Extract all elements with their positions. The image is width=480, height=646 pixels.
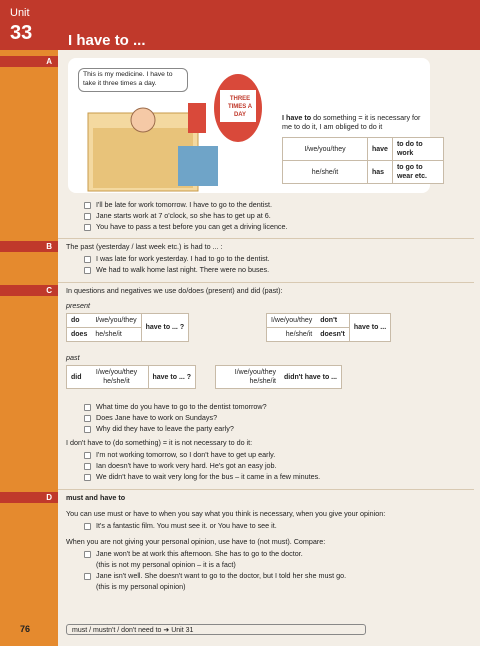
negative-intro: I don't have to (do something) = it is not necessary to do it: <box>66 438 253 447</box>
list-item: Jane starts work at 7 o'clock, so she has to get up at 6. <box>84 211 271 220</box>
table-row <box>283 138 444 161</box>
present-question-table: do I/we/you/they have to ... ? does he/she/it <box>66 313 189 342</box>
checkbox-icon <box>84 213 91 220</box>
table-row <box>283 161 444 184</box>
section-c-intro: In questions and negatives we use do/does (present) and did (past): <box>66 286 283 295</box>
checkbox-icon <box>84 452 91 459</box>
section-a-tab: A <box>0 56 58 67</box>
present-label: present <box>66 301 90 310</box>
verb-cell: have <box>368 138 393 161</box>
sidebar <box>0 0 58 646</box>
page-number: 76 <box>20 624 31 634</box>
list-item-note: (this is not my personal opinion – it is a fact) <box>96 560 236 569</box>
have-to-table <box>282 137 444 184</box>
unit-number: 33 <box>10 22 33 44</box>
list-item: I'll be late for work tomorrow. I have to go to the dentist. <box>84 200 272 209</box>
definition <box>282 113 432 132</box>
unit-label: Unit <box>10 7 30 19</box>
verb-cell: has <box>368 161 393 184</box>
list-item: I was late for work yesterday. I had to go to the dentist. <box>84 254 270 263</box>
definition-bold: I have to <box>282 113 312 122</box>
list-item: I'm not working tomorrow, so I don't have to get up early. <box>84 450 275 459</box>
list-item-note: (this is my personal opinion) <box>96 582 186 591</box>
past-question-table: did I/we/you/they he/she/it have to ... ? <box>66 365 196 389</box>
object-cell: to go to wear etc. <box>392 161 443 184</box>
list-item: What time do you have to go to the dentist tomorrow? <box>84 402 267 411</box>
bottle-label: THREE TIMES A DAY <box>227 96 253 118</box>
past-label: past <box>66 353 80 362</box>
checkbox-icon <box>84 224 91 231</box>
past-negative-table: I/we/you/they he/she/it didn't have to ... <box>215 365 342 389</box>
section-c-tab: C <box>0 285 58 296</box>
section-d-tab: D <box>0 492 58 503</box>
speech-bubble: This is my medicine. I have to take it three times a day. <box>78 68 188 92</box>
checkbox-icon <box>84 267 91 274</box>
list-item: Why did they have to leave the party early? <box>84 424 234 433</box>
definition-text: do something = it is necessary for me to do it, I am obliged to do it <box>282 113 421 132</box>
page-title: I have to ... <box>68 32 146 49</box>
present-negative-table: I/we/you/they don't have to ... he/she/it doesn't <box>266 313 391 342</box>
checkbox-icon <box>84 404 91 411</box>
checkbox-icon <box>84 415 91 422</box>
subject-cell: I/we/you/they <box>283 138 368 161</box>
checkbox-icon <box>84 573 91 580</box>
checkbox-icon <box>84 202 91 209</box>
checkbox-icon <box>84 463 91 470</box>
subject-cell: he/she/it <box>283 161 368 184</box>
checkbox-icon <box>84 256 91 263</box>
list-item: We had to walk home last night. There were no buses. <box>84 265 269 274</box>
section-b-tab: B <box>0 241 58 252</box>
section-d-intro2: When you are not giving your personal opinion, use have to (not must). Compare: <box>66 537 326 546</box>
checkbox-icon <box>84 551 91 558</box>
divider <box>58 282 474 283</box>
checkbox-icon <box>84 523 91 530</box>
list-item: You have to pass a test before you can get a driving licence. <box>84 222 288 231</box>
list-item: We didn't have to wait very long for the bus – it came in a few minutes. <box>84 472 320 481</box>
checkbox-icon <box>84 426 91 433</box>
checkbox-icon <box>84 474 91 481</box>
section-d-intro: You can use must or have to when you say what you think is necessary, when you give your opinion: <box>66 509 386 518</box>
divider <box>58 489 474 490</box>
object-cell: to do to work <box>392 138 443 161</box>
list-item: Does Jane have to work on Sundays? <box>84 413 217 422</box>
unit-badge <box>0 0 58 50</box>
section-d-heading: must and have to <box>66 493 126 502</box>
list-item: Jane isn't well. She doesn't want to go to the doctor, but I told her she must go. <box>84 571 346 580</box>
cross-reference-link[interactable]: must / mustn't / don't need to ➜ Unit 31 <box>66 624 366 635</box>
section-b-intro: The past (yesterday / last week etc.) is had to ... : <box>66 242 223 251</box>
list-item: Ian doesn't have to work very hard. He's got an easy job. <box>84 461 277 470</box>
list-item: It's a fantastic film. You must see it. or You have to see it. <box>84 521 277 530</box>
divider <box>58 238 474 239</box>
list-item: Jane won't be at work this afternoon. She has to go to the doctor. <box>84 549 303 558</box>
